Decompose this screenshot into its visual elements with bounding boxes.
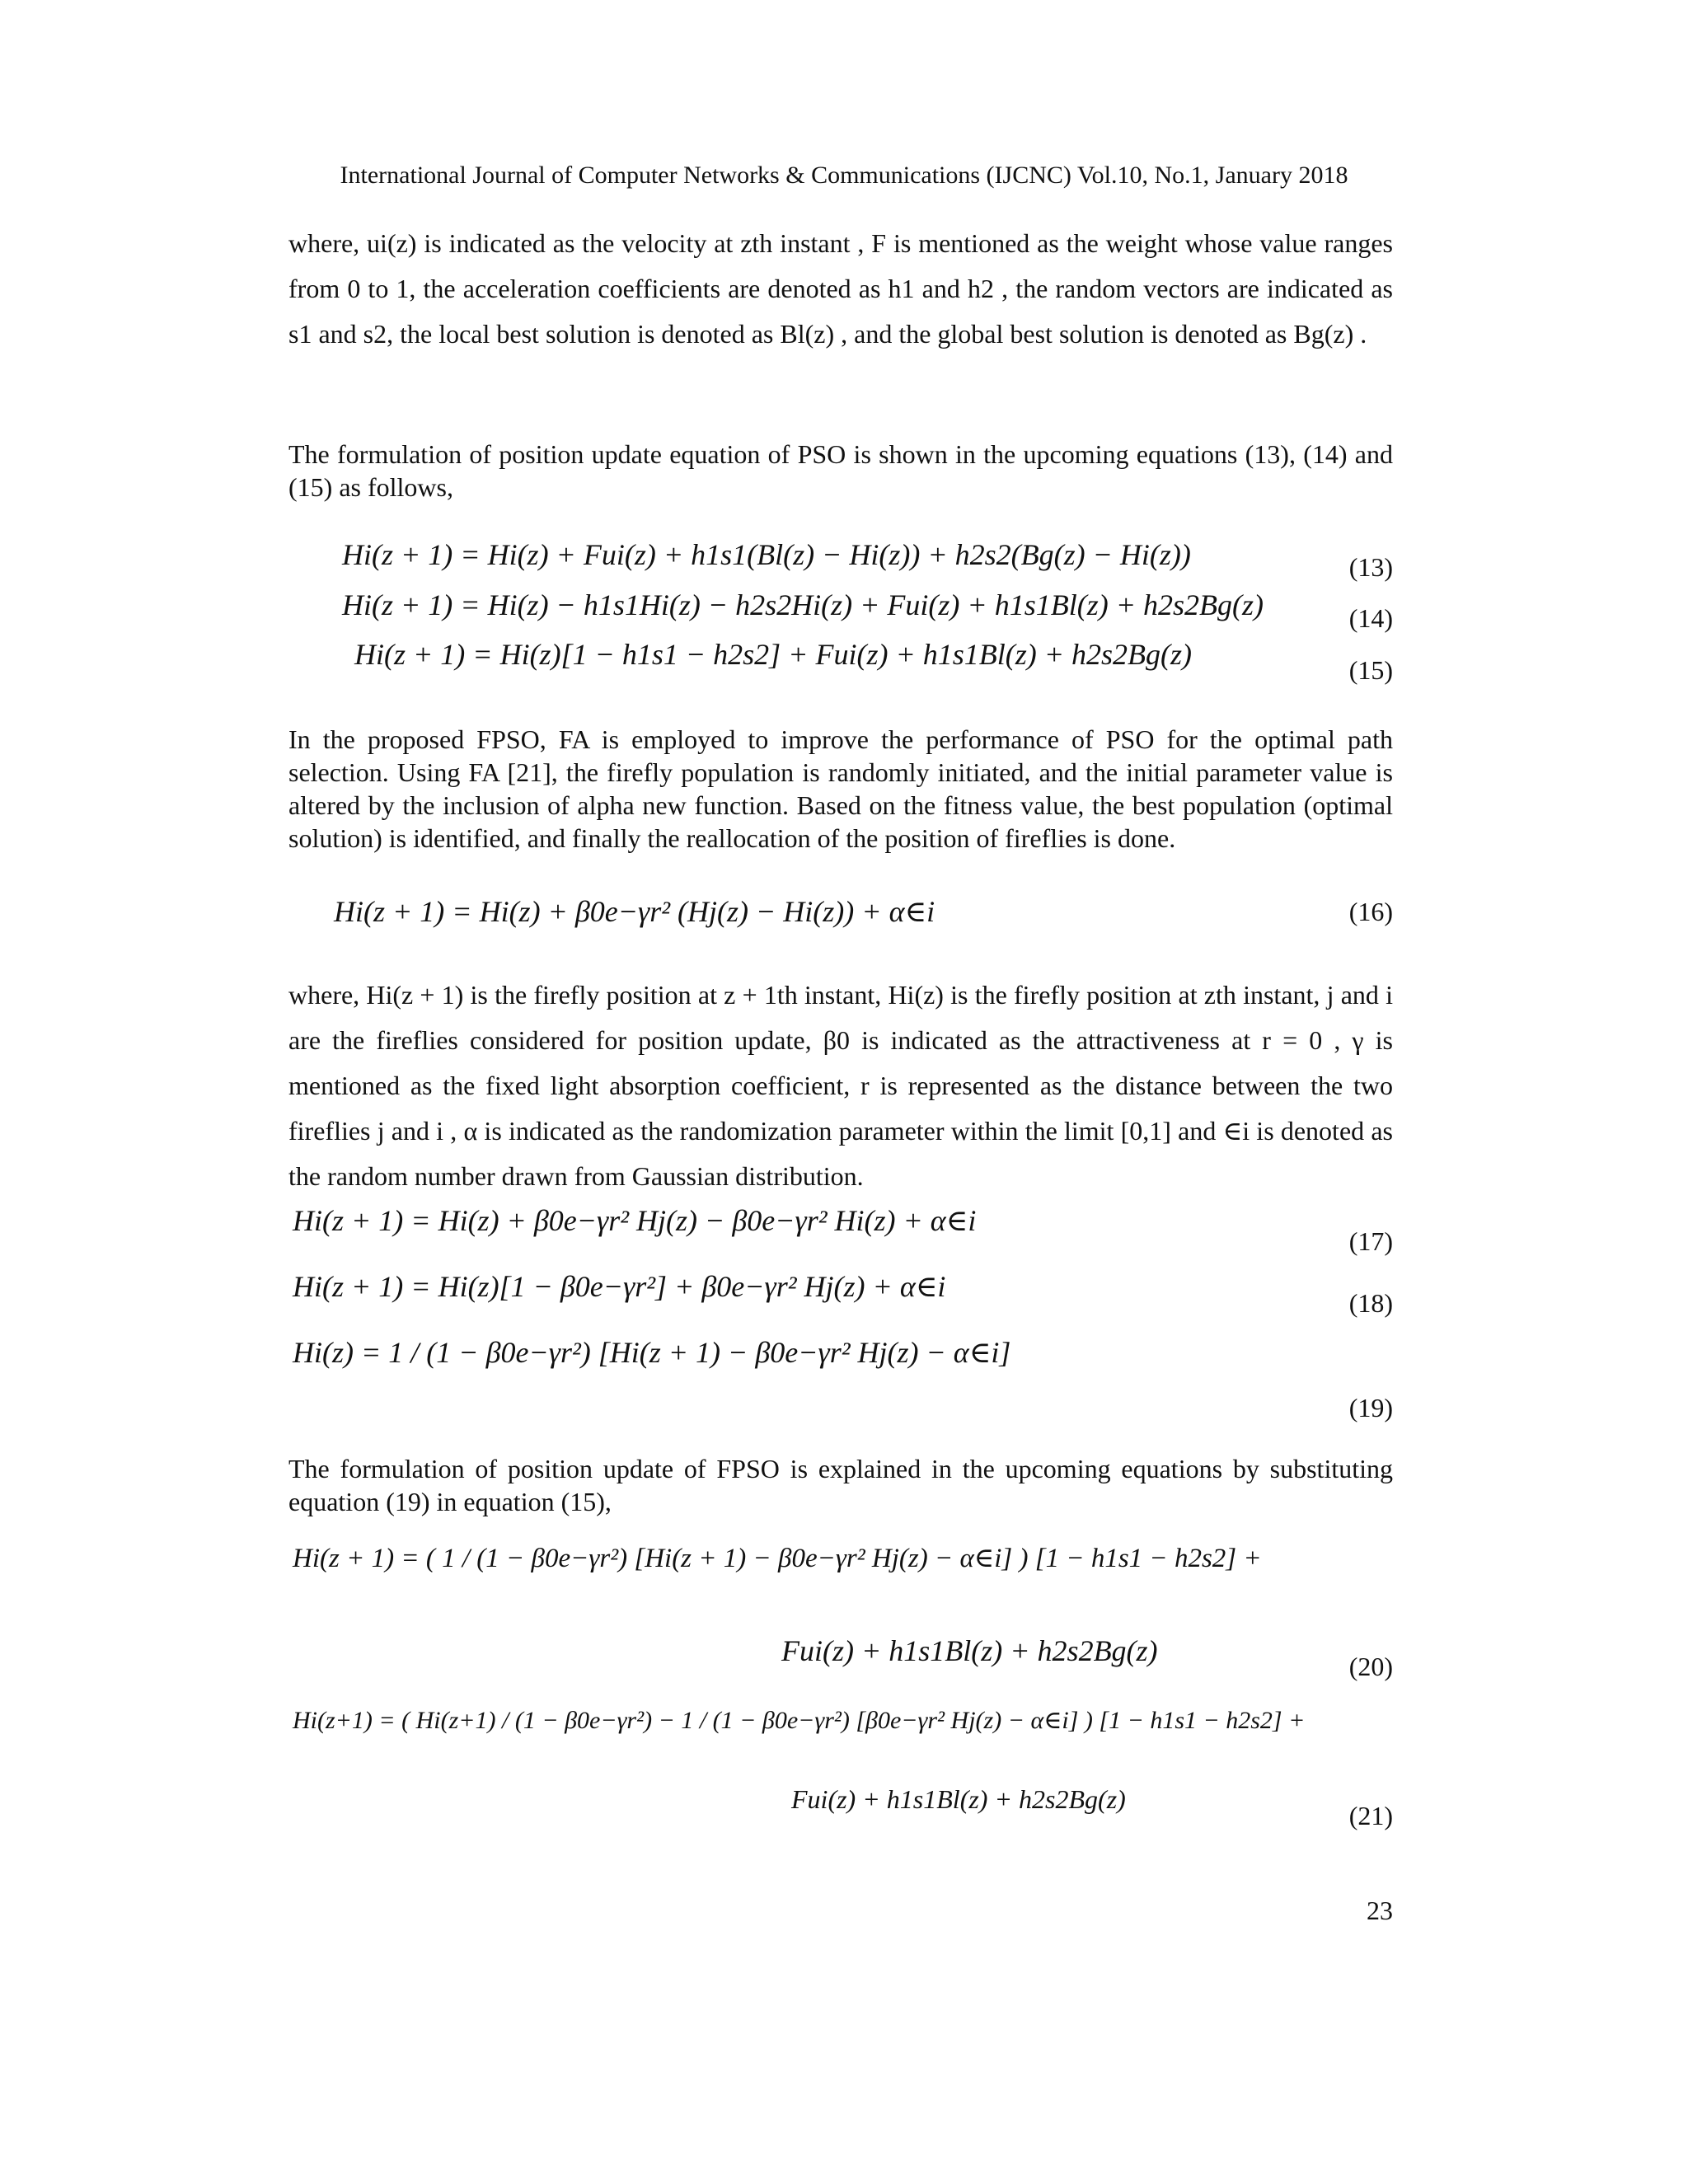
equation-number-17: (17) — [1348, 1226, 1393, 1256]
equation-number-18: (18) — [1348, 1288, 1393, 1318]
equation-17: Hi(z + 1) = Hi(z) + β0e−γr² Hj(z) − β0e−γr² Hi(z) + α∈i — [293, 1204, 977, 1237]
equation-20-line-2: Fui(z) + h1s1Bl(z) + h2s2Bg(z) — [781, 1634, 1158, 1667]
equation-number-16: (16) — [1348, 897, 1393, 926]
equation-13: Hi(z + 1) = Hi(z) + Fui(z) + h1s1(Bl(z) − Hi(z)) + h2s2(Bg(z) − Hi(z)) — [342, 538, 1191, 571]
equation-18: Hi(z + 1) = Hi(z)[1 − β0e−γr²] + β0e−γr² Hj(z) + α∈i — [293, 1270, 946, 1303]
equation-number-14: (14) — [1348, 603, 1393, 633]
equation-19: Hi(z) = 1 / (1 − β0e−γr²) [Hi(z + 1) − β0e−γr² Hj(z) − α∈i] — [293, 1336, 1011, 1369]
equation-number-15: (15) — [1348, 655, 1393, 685]
paragraph-variable-definitions: where, ui(z) is indicated as the velocity at zth instant , F is mentioned as the weight whose value ranges from 0 to 1, the acceleration coefficients are denoted as h1 and h2 , the random vectors are indicated as s1 and s2, the local best solution is denoted as Bl(z) , and the global best solution is denoted as Bg(z) . — [288, 228, 1393, 349]
equation-16: Hi(z + 1) = Hi(z) + β0e−γr² (Hj(z) − Hi(z)) + α∈i — [334, 895, 935, 928]
equation-14: Hi(z + 1) = Hi(z) − h1s1Hi(z) − h2s2Hi(z) + Fui(z) + h1s1Bl(z) + h2s2Bg(z) — [342, 588, 1264, 621]
page-number: 23 — [1367, 1896, 1393, 1925]
equation-number-13: (13) — [1348, 552, 1393, 582]
equation-number-20: (20) — [1348, 1652, 1393, 1681]
equation-number-19: (19) — [1348, 1393, 1393, 1422]
equation-21-line-1: Hi(z+1) = ( Hi(z+1) / (1 − β0e−γr²) − 1 / (1 − β0e−γr²) [β0e−γr² Hj(z) − α∈i] ) [1 − h1s1 − h2s2] + — [293, 1707, 1306, 1734]
paragraph-firefly-definitions: where, Hi(z + 1) is the firefly position at z + 1th instant, Hi(z) is the firefly position at zth instant, j and i are the fireflies considered for position update, β0 is indicated as the attractiveness at r = 0 , γ is mentioned as the fixed light absorption coefficient, r is represented as the distance between the two fireflies j and i , α is indicated as the randomization parameter within the limit [0,1] and ∈i is denoted as the random number drawn from Gaussian distribution. — [288, 980, 1393, 1191]
journal-header: International Journal of Computer Networks & Communications (IJCNC) Vol.10, No.1, January 2018 — [340, 162, 1348, 189]
equation-20-line-1: Hi(z + 1) = ( 1 / (1 − β0e−γr²) [Hi(z + 1) − β0e−γr² Hj(z) − α∈i] ) [1 − h1s1 − h2s2] + — [293, 1544, 1262, 1573]
equation-21-line-2: Fui(z) + h1s1Bl(z) + h2s2Bg(z) — [791, 1784, 1126, 1814]
paragraph-fpso-substitution: The formulation of position update of FPSO is explained in the upcoming equations by substituting equation (19) in equation (15), — [288, 1454, 1393, 1516]
paragraph-fpso-intro: In the proposed FPSO, FA is employed to improve the performance of PSO for the optimal path selection. Using FA [21], the firefly population is randomly initiated, and the initial parameter value is altered by the inclusion of alpha new function. Based on the fitness value, the best population (optimal solution) is identified, and finally the reallocation of the position of fireflies is done. — [288, 724, 1393, 853]
equation-15: Hi(z + 1) = Hi(z)[1 − h1s1 − h2s2] + Fui(z) + h1s1Bl(z) + h2s2Bg(z) — [354, 638, 1193, 671]
equation-number-21: (21) — [1348, 1801, 1393, 1830]
paragraph-pso-intro: The formulation of position update equation of PSO is shown in the upcoming equations (13), (14) and (15) as follows, — [288, 439, 1393, 502]
